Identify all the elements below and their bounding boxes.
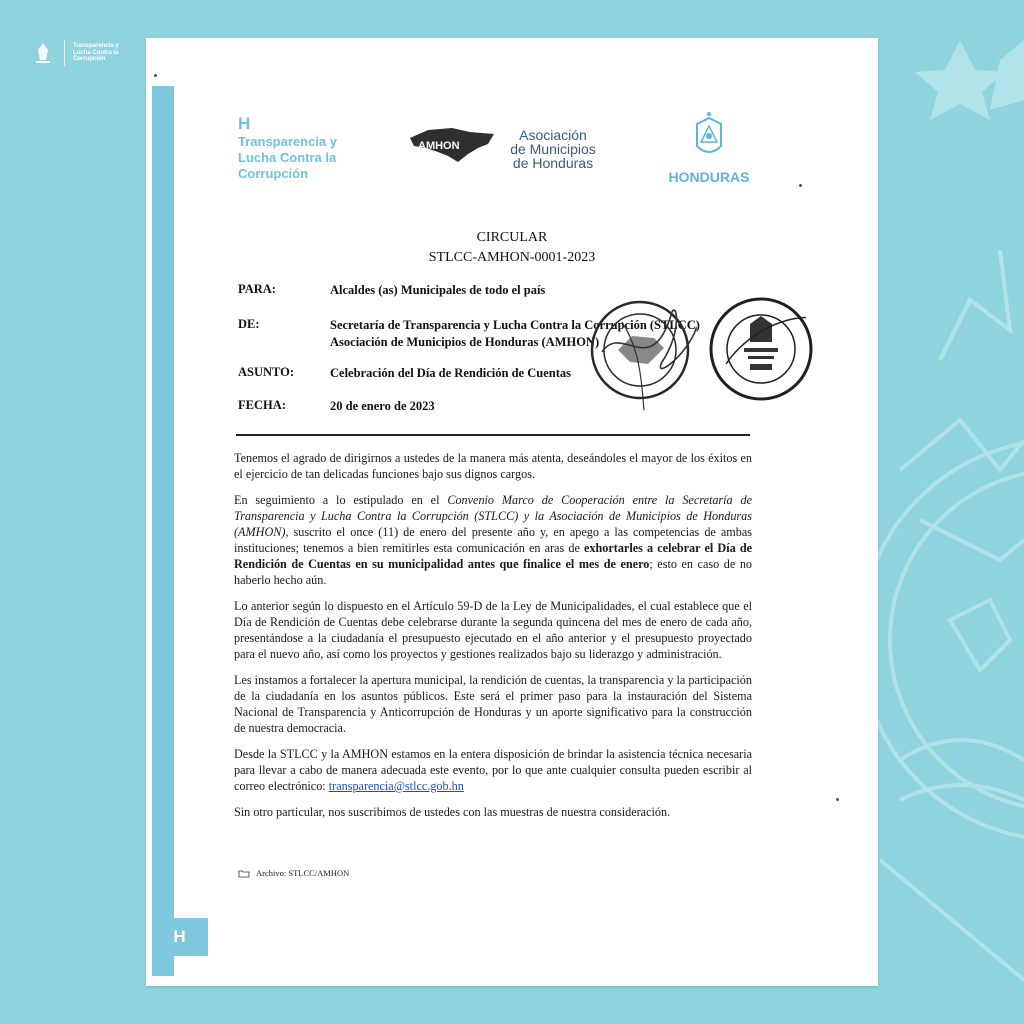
de-value-line2: Asociación de Municipios de Honduras (AMHON) [330,335,600,349]
body-paragraph-4: Les instamos a fortalecer la apertura municipal, la rendición de cuentas, la transparencia y la participación de la ciudadanía en los asuntos públicos. Este será el primer paso para la instauración del Sistema Nacional de Transparencia y Anticorrupción de Honduras y un aporte significativo para la construcción de nuestra democracia. [234,673,752,735]
p2-exhortation: exhortarles a celebrar el Día de Rendición de Cuentas en su municipalidad antes que finalice el mes de enero [234,541,753,571]
amhon-name [508,128,598,170]
de-value-line1: Secretaría de Transparencia y Lucha Contra la Corrupción (STLCC) [330,318,700,332]
asunto-value: Celebración del Día de Rendición de Cuentas [330,366,571,380]
corner-divider [64,40,65,66]
circular-document [146,38,878,986]
scan-speck [836,798,839,801]
page-left-accent-bar [152,86,174,976]
fecha-label: FECHA: [238,398,286,412]
stlcc-logo [238,114,358,182]
asunto-label: ASUNTO: [238,365,295,379]
corner-stlcc-text: Transparencia y Lucha Contra la Corrupción [73,42,119,63]
p2-middle: suscrito el once (11) de enero del presente año y, en apego a las competencias de ambas instituciones; tenemos a bien remitirles esta comunicación en aras de [234,525,752,555]
fecha-row [238,398,758,415]
stlcc-seal-stamp [706,294,816,404]
para-value: Alcaldes (as) Municipales de todo el país [330,283,546,297]
amhon-name-line2: de Municipios [510,141,596,157]
amhon-name-line1: Asociación [519,127,587,143]
p5-text: Desde la STLCC y la AMHON estamos en la entera disposición de brindar la asistencia técnica necesaria para llevar a cabo de manera adecuada este evento, por lo que ante cualquier consulta pueden escribir al correo electrónico: [234,747,752,793]
body-paragraph-2 [234,492,752,588]
para-row [238,282,758,299]
letterhead [146,110,878,200]
p2-end: ; esto en caso de no haberlo hecho aún. [234,557,753,587]
stlcc-logo-mark: H [238,114,253,133]
letter-body [234,450,752,830]
document-type: CIRCULAR [476,230,548,245]
archive-note [238,868,349,878]
stlcc-logo-name: Transparencia y Lucha Contra la Corrupción [238,134,337,181]
p2-intro: En seguimiento a lo estipulado en el [234,493,448,507]
honduras-gov-name: HONDURAS [668,169,750,185]
p2-convenio: Convenio Marco de Cooperación entre la Secretaría de Transparencia y Lucha Contra la Corrupción (STLCC) y la Asociación de Municipios de Honduras (AMHON), [234,493,752,539]
amhon-name-line3: de Honduras [512,155,594,171]
honduras-gov-logo [661,110,757,185]
body-paragraph-1: Tenemos el agrado de dirigirnos a ustedes de la manera más atenta, deseándoles el mayor de los éxitos en el ejercicio de tan delicadas funciones bajo sus dignos cargos. [234,451,752,481]
contact-email-link[interactable]: transparencia@stlcc.gob.hn [328,779,464,793]
header-separator-line [236,434,750,436]
folder-icon [238,869,250,878]
corner-brand [30,40,121,66]
para-label: PARA: [238,282,276,296]
body-paragraph-3: Lo anterior según lo dispuesto en el Artículo 59-D de la Ley de Municipalidades, el cual establece que el Día de Rendición de Cuentas debe celebrarse durante la segunda quincena del mes de enero de cada año, presentándose a la ciudadanía el presupuesto ejecutado en el año anterior y el presupuesto proyectado para el nuevo año, así como los proyectos y gestiones realizados bajo su liderazgo y administración. [234,599,752,661]
footer-h-mark: H [152,918,208,956]
amhon-logo [408,124,498,170]
amhon-label: AMHON [418,140,460,152]
archive-text: Archivo: STLCC/AMHON [256,868,350,878]
amhon-seal-stamp [582,292,702,412]
honduras-emblem-icon [30,40,56,66]
de-label: DE: [238,317,260,331]
fecha-value: 20 de enero de 2023 [330,399,435,413]
scan-speck [154,74,157,77]
body-paragraph-6: Sin otro particular, nos suscribimos de ustedes con las muestras de nuestra consideración. [234,805,671,819]
honduras-coat-of-arms-icon [689,110,729,162]
document-number: STLCC-AMHON-0001-2023 [428,250,596,265]
document-title [146,228,878,268]
body-paragraph-5 [234,746,752,794]
